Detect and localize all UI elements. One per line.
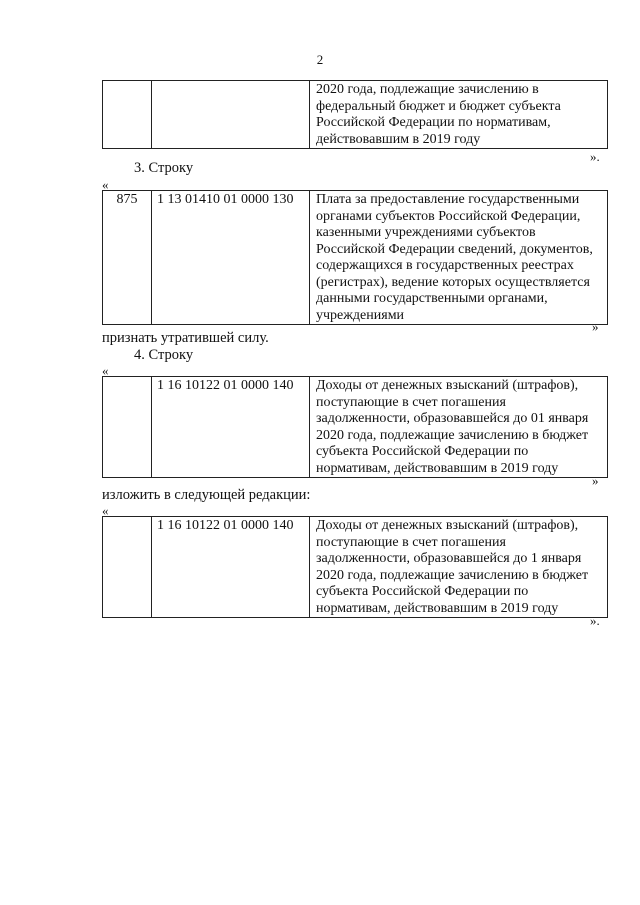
description-cell (310, 517, 608, 618)
description-line: субъекта Российской Федерации по (316, 584, 529, 599)
kbk-cell: 1 16 10122 01 0000 140 (152, 517, 310, 618)
description-line: федеральный бюджет и бюджет субъекта (316, 98, 561, 114)
description-line: учреждениями (316, 307, 405, 323)
description-line: Плата за предоставление государственными (316, 192, 580, 207)
kbk-cell: 1 16 10122 01 0000 140 (152, 377, 310, 478)
code-cell: 875 (103, 191, 152, 325)
description-line: 2020 года, подлежащие зачислению в бюджет (316, 427, 589, 443)
table-row (103, 191, 608, 325)
table-row (103, 517, 608, 618)
item-3-table (102, 190, 608, 325)
code-cell (103, 517, 152, 618)
item-4-new-table (102, 516, 608, 618)
description-line: органами субъектов Российской Федерации, (316, 208, 581, 224)
closing-quote: » (592, 473, 599, 488)
description-line: (регистрах), ведение которых осуществляется (316, 274, 590, 290)
description-cell (310, 377, 608, 478)
amendment-text: изложить в следующей редакции: (102, 487, 311, 503)
page-number: 2 (316, 52, 324, 67)
description-line: содержащихся в государственных реестрах (316, 258, 574, 273)
description-line: Российской Федерации по нормативам, (316, 115, 551, 130)
description-cell (310, 191, 608, 325)
opening-quote: « (102, 177, 109, 192)
closing-quote: ». (590, 149, 600, 164)
repeal-text: признать утратившей силу. (102, 330, 269, 346)
kbk-cell: 1 13 01410 01 0000 130 (152, 191, 310, 325)
opening-quote: « (102, 363, 109, 378)
description-cell (310, 81, 608, 149)
item-4-heading: 4. Строку (134, 347, 194, 363)
description-line: поступающие в счет погашения (316, 534, 506, 550)
description-line: Российской Федерации сведений, документов, (316, 241, 593, 257)
description-line: задолженности, образовавшейся до 1 января (316, 551, 582, 566)
description-line: действовавшим в 2019 году (316, 131, 481, 147)
description-line: Доходы от денежных взысканий (штрафов), (316, 518, 579, 533)
closing-quote: » (592, 319, 599, 334)
code-cell (103, 377, 152, 478)
closing-quote: ». (590, 613, 600, 628)
description-line: нормативам, действовавшим в 2019 году (316, 460, 559, 476)
kbk-cell (152, 81, 310, 149)
description-line: нормативам, действовавшим в 2019 году (316, 600, 559, 616)
description-line: субъекта Российской Федерации по (316, 444, 529, 459)
code-cell (103, 81, 152, 149)
description-line: Доходы от денежных взысканий (штрафов), (316, 378, 579, 393)
description-line: задолженности, образовавшейся до 01 января (316, 411, 589, 426)
description-line: казенными учреждениями субъектов (316, 225, 536, 240)
description-line: данными государственными органами, (316, 291, 548, 306)
item-3-heading: 3. Строку (134, 160, 194, 176)
opening-quote: « (102, 503, 109, 518)
description-line: поступающие в счет погашения (316, 394, 506, 410)
description-line: 2020 года, подлежащие зачислению в (316, 82, 539, 97)
table-row (103, 81, 608, 149)
continuation-table (102, 80, 608, 149)
description-line: 2020 года, подлежащие зачислению в бюджет (316, 567, 589, 583)
item-4-old-table (102, 376, 608, 478)
table-row (103, 377, 608, 478)
